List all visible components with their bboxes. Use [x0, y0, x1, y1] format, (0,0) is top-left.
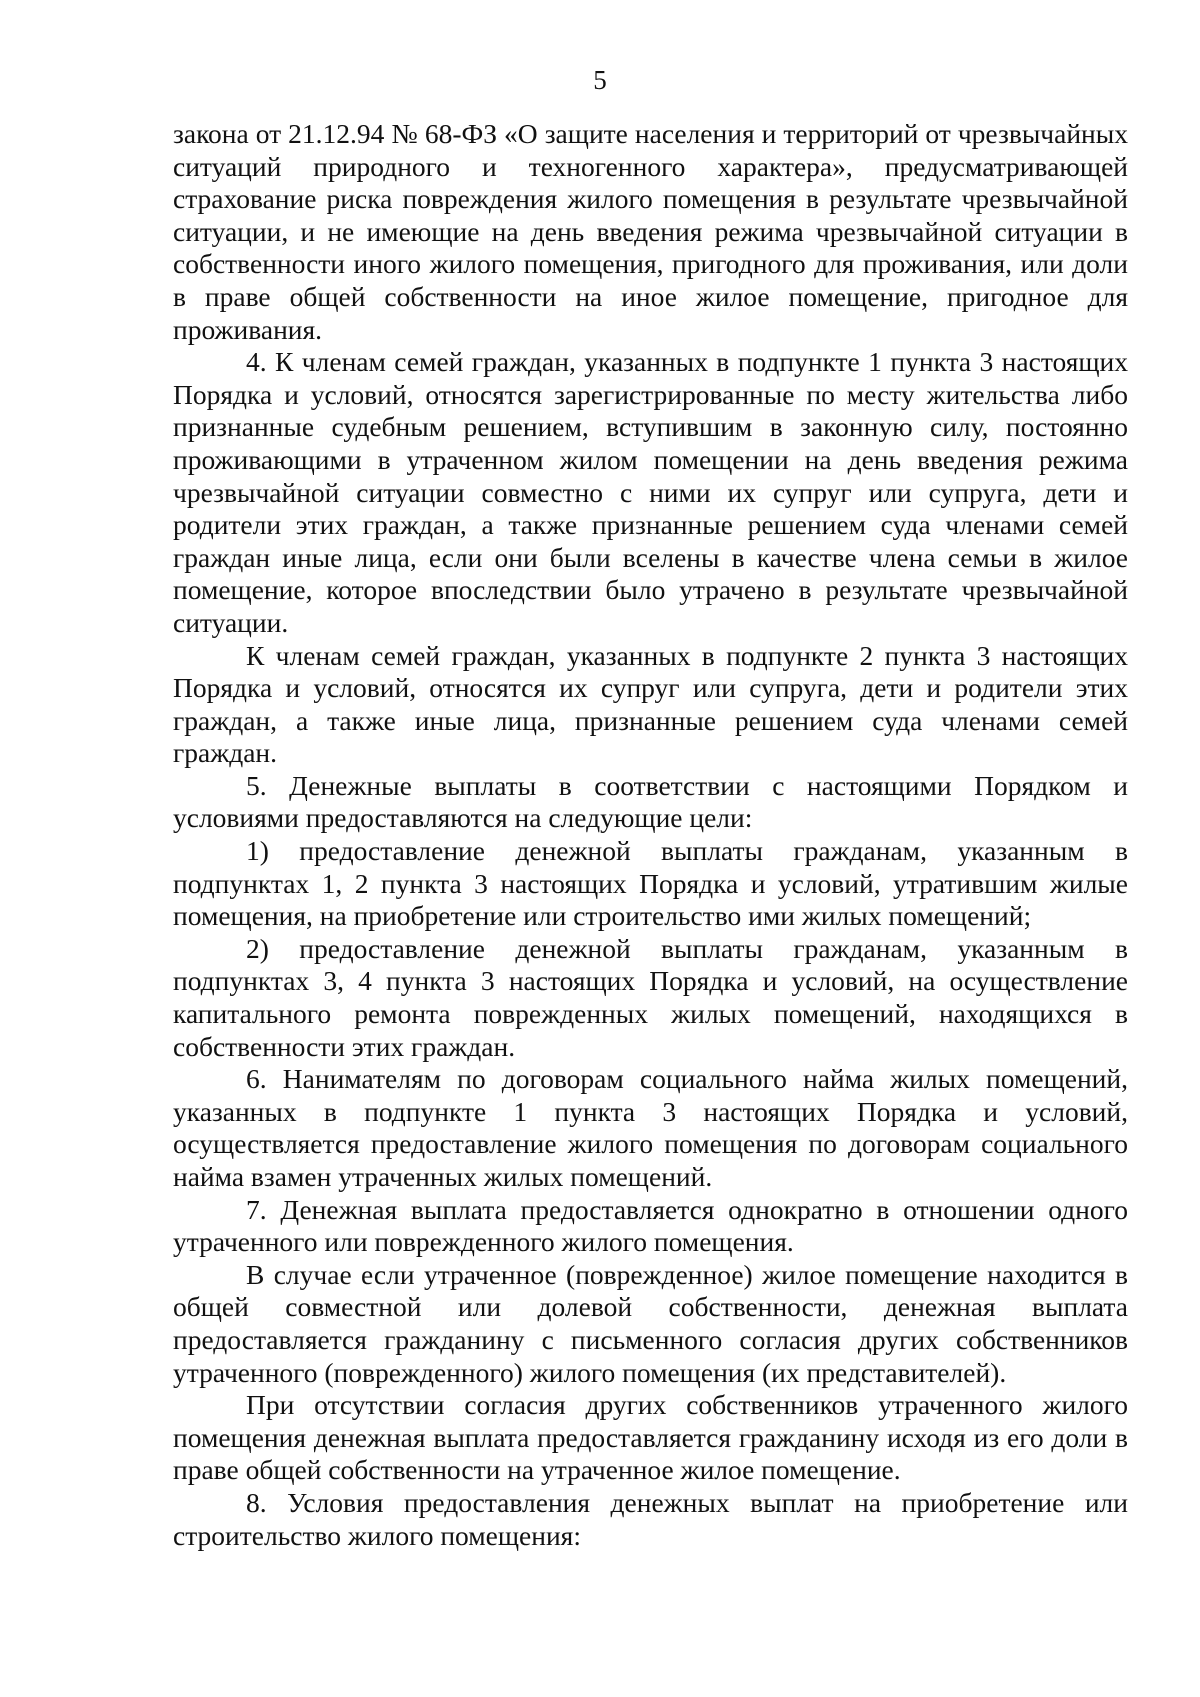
paragraph-item-7-no-consent: При отсутствии согласия других собственников утраченного жилого помещения денежная выплата предоставляется гражданину исходя из его доли в праве общей собственности на утраченное жилое помещение. — [173, 1389, 1128, 1486]
document-body — [173, 118, 1128, 1552]
paragraph-item-4: 4. К членам семей граждан, указанных в подпункте 1 пункта 3 настоящих Порядка и условий, относятся зарегистрированные по месту жительства либо признанные судебным решением, вступившим в законную силу, постоянно проживающими в утраченном жилом помещении на день введения режима чрезвычайной ситуации совместно с ними их супруг или супруга, дети и родители этих граждан, а также признанные решением суда членами семей граждан иные лица, если они были вселены в качестве члена семьи в жилое помещение, которое впоследствии было утрачено в результате чрезвычайной ситуации. — [173, 346, 1128, 638]
paragraph-item-5-subitem-2: 2) предоставление денежной выплаты гражданам, указанным в подпунктах 3, 4 пункта 3 настоящих Порядка и условий, на осуществление капитального ремонта поврежденных жилых помещений, находящихся в собственности этих граждан. — [173, 932, 1128, 1062]
paragraph-law-continuation: закона от 21.12.94 № 68-ФЗ «О защите населения и территорий от чрезвычайных ситуаций природного и техногенного характера», предусматривающей страхование риска повреждения жилого помещения в результате чрезвычайной ситуации, и не имеющие на день введения режима чрезвычайной ситуации в собственности иного жилого помещения, пригодного для проживания, или доли в праве общей собственности на иное жилое помещение, пригодное для проживания. — [173, 118, 1128, 345]
paragraph-item-6: 6. Нанимателям по договорам социального найма жилых помещений, указанных в подпункте 1 пункта 3 настоящих Порядка и условий, осуществляется предоставление жилого помещения по договорам социального найма взамен утраченных жилых помещений. — [173, 1063, 1128, 1192]
paragraph-item-7-joint-ownership: В случае если утраченное (поврежденное) жилое помещение находится в общей совместной или долевой собственности, денежная выплата предоставляется гражданину с письменного согласия других собственников утраченного (поврежденного) жилого помещения (их представителей). — [173, 1258, 1128, 1388]
paragraph-item-7: 7. Денежная выплата предоставляется однократно в отношении одного утраченного или поврежденного жилого помещения. — [173, 1193, 1128, 1258]
paragraph-item-4-family-members: К членам семей граждан, указанных в подпункте 2 пункта 3 настоящих Порядка и условий, относятся их супруг или супруга, дети и родители этих граждан, а также иные лица, признанные решением суда членами семей граждан. — [173, 639, 1128, 769]
paragraph-item-5-subitem-1: 1) предоставление денежной выплаты гражданам, указанным в подпунктах 1, 2 пункта 3 настоящих Порядка и условий, утратившим жилые помещения, на приобретение или строительство ими жилых помещений; — [173, 835, 1128, 932]
paragraph-item-5: 5. Денежные выплаты в соответствии с настоящими Порядком и условиями предоставляются на следующие цели: — [173, 769, 1128, 834]
paragraph-item-8: 8. Условия предоставления денежных выплат на приобретение или строительство жилого помещения: — [173, 1486, 1128, 1551]
page-number: 5 — [593, 65, 607, 95]
